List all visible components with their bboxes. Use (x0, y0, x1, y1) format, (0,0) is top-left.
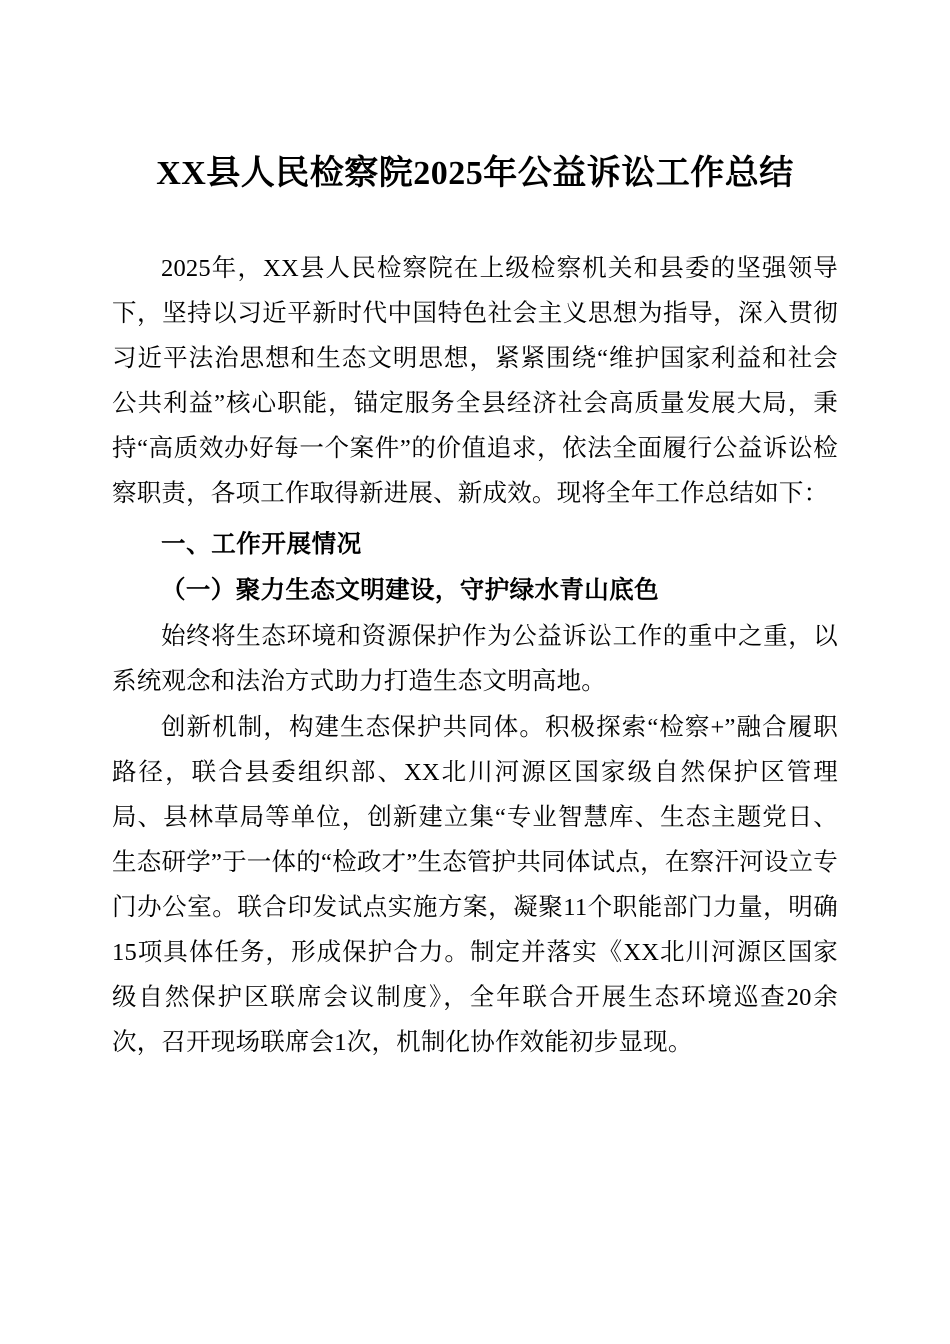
section-heading-1: 一、工作开展情况 (161, 531, 362, 558)
paragraph-eco-mechanism: 创新机制，构建生态保护共同体。积极探索“检察+”融合履职路径，联合县委组织部、XX北川河源区国家级自然保护区管理局、县林草局等单位，创新建立集“专业智慧库、生态主题党日、生态研学”于一体的“检政才”生态管护共同体试点，在察汗河设立专门办公室。联合印发试点实施方案，凝聚11个职能部门力量，明确15项具体任务，形成保护合力。制定并落实《XX北川河源区国家级自然保护区联席会议制度》，全年联合开展生态环境巡查20余次，召开现场联席会1次，机制化协作效能初步显现。 (112, 714, 838, 1056)
page-title: XX县人民检察院2025年公益诉讼工作总结 (156, 155, 794, 192)
paragraph-eco-overview: 始终将生态环境和资源保护作为公益诉讼工作的重中之重，以系统观念和法治方式助力打造生态文明高地。 (112, 623, 838, 695)
subsection-heading-1: （一）聚力生态文明建设，守护绿水青山底色 (161, 577, 659, 604)
paragraph-intro: 2025年，XX县人民检察院在上级检察机关和县委的坚强领导下，坚持以习近平新时代中国特色社会主义思想为指导，深入贯彻习近平法治思想和生态文明思想，紧紧围绕“维护国家利益和社会公共利益”核心职能，锚定服务全县经济社会高质量发展大局，秉持“高质效办好每一个案件”的价值追求，依法全面履行公益诉讼检察职责，各项工作取得新进展、新成效。现将全年工作总结如下： (112, 255, 838, 507)
